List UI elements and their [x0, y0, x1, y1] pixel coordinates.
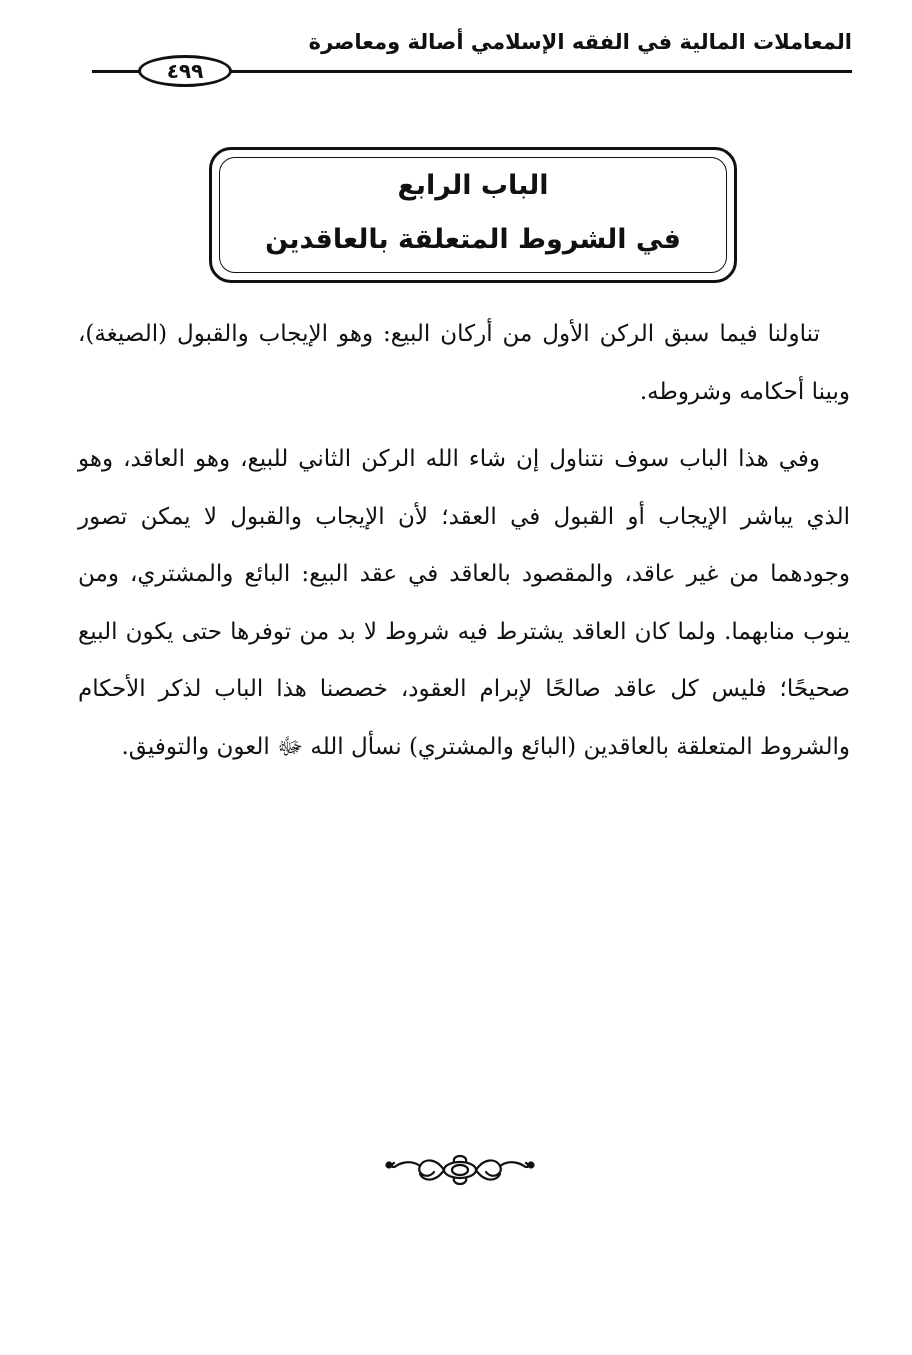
decorative-flourish-icon — [384, 1150, 536, 1190]
body-text — [78, 306, 850, 776]
paragraph-1: تناولنا فيما سبق الركن الأول من أركان البيع: وهو الإيجاب والقبول (الصيغة)، وبينا أحكامه وشروطه. — [78, 321, 850, 405]
running-header-title: المعاملات المالية في الفقه الإسلامي أصالة ومعاصرة — [308, 30, 852, 54]
chapter-title: الباب الرابع — [397, 170, 549, 201]
chapter-subtitle: في الشروط المتعلقة بالعاقدين — [265, 224, 681, 255]
page-number: ٤٩٩ — [138, 55, 232, 87]
chapter-title-frame — [209, 147, 737, 283]
paragraph-2: وفي هذا الباب سوف نتناول إن شاء الله الركن الثاني للبيع، وهو العاقد، وهو الذي يباشر الإيجاب أو القبول في العقد؛ لأن الإيجاب والقبول لا يمكن تصور وجودهما من غير عاقد، والمقصود بالعاقد في عقد البيع: البائع والمشتري، ومن ينوب منابهما. ولما كان العاقد يشترط فيه شروط لا بد من توفرها حتى يكون البيع صحيحًا؛ فليس كل عاقد صالحًا لإبرام العقود، خصصنا هذا الباب لذكر الأحكام والشروط المتعلقة بالعاقدين (البائع والمشتري) نسأل الله ﷻ العون والتوفيق. — [78, 446, 850, 760]
